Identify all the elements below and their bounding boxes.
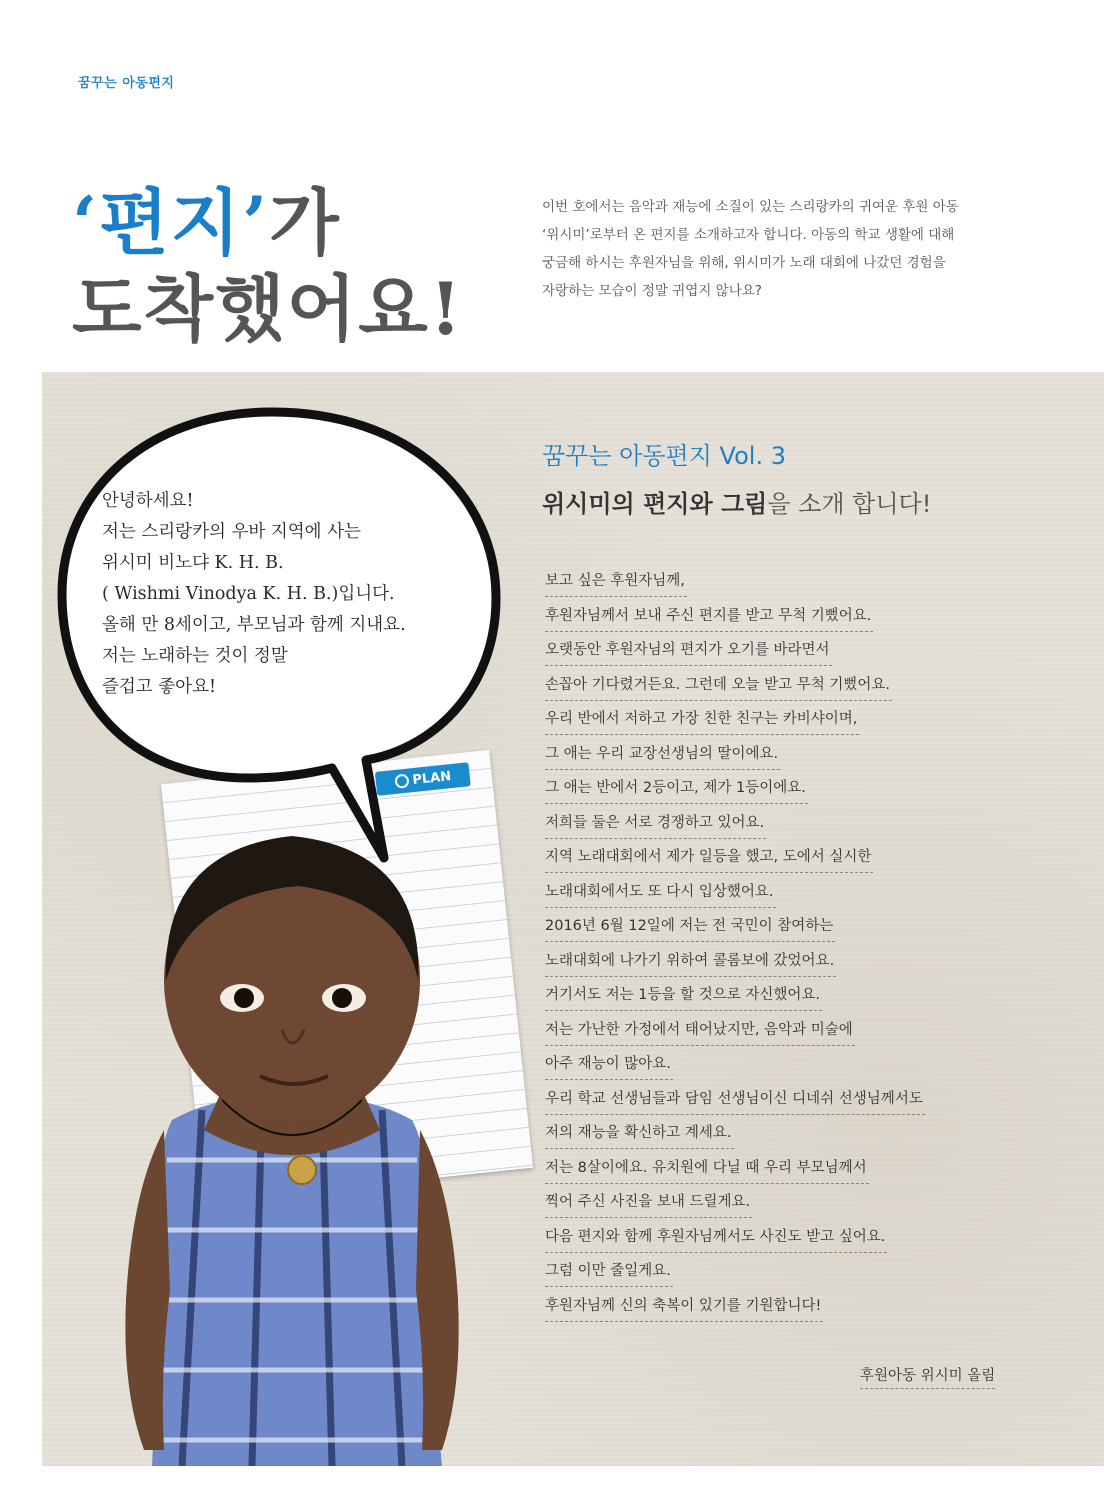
plan-logo-text: PLAN (411, 768, 452, 788)
letter-line: 2016년 6월 12일에 저는 전 국민이 참여하는 (545, 911, 1015, 946)
letter-line: 저의 재능을 확신하고 계세요. (545, 1118, 1015, 1153)
letter-line: 거기서도 저는 1등을 할 것으로 자신했어요. (545, 980, 1015, 1015)
title-line-1-rest: 가 (269, 180, 341, 265)
page-title (72, 180, 463, 352)
bubble-line: 안녕하세요! (102, 491, 194, 511)
title-line-1 (72, 180, 463, 266)
letter-body (545, 566, 1015, 1325)
letter-line: 노래대회에서도 또 다시 입상했어요. (545, 877, 1015, 912)
speech-bubble-text (102, 486, 482, 703)
letter-line: 그럼 이만 줄일게요. (545, 1256, 1015, 1291)
letter-line: 저는 8살이에요. 유치원에 다닐 때 우리 부모님께서 (545, 1153, 1015, 1188)
bubble-line: 저는 노래하는 것이 정말 (102, 646, 288, 666)
letter-line: 우리 반에서 저하고 가장 친한 친구는 카비샤이며, (545, 704, 1015, 739)
intro-paragraph (542, 193, 1012, 305)
intro-line: ‘위시미’로부터 온 편지를 소개하고자 합니다. 아동의 학교 생활에 대해 (542, 227, 955, 243)
section-label: 꿈꾸는 아동편지 (78, 76, 175, 91)
intro-line: 이번 호에서는 음악과 재능에 소질이 있는 스리랑카의 귀여운 후원 아동 (542, 199, 959, 215)
letter-line: 다음 편지와 함께 후원자님께서도 사진도 받고 싶어요. (545, 1222, 1015, 1257)
bubble-line: ( Wishmi Vinodya K. H. B.)입니다. (102, 584, 395, 604)
letter-line: 찍어 주신 사진을 보내 드릴게요. (545, 1187, 1015, 1222)
letter-subtitle (542, 484, 931, 519)
bubble-line: 올해 만 8세이고, 부모님과 함께 지내요. (102, 615, 406, 635)
letter-subtitle-rest: 을 소개 합니다! (767, 490, 932, 518)
title-quote-close: ’ (242, 180, 270, 265)
letter-subtitle-bold: 위시미의 편지와 그림 (542, 490, 768, 518)
title-line-2: 도착했어요! (72, 266, 464, 351)
letter-line: 그 애는 반에서 2등이고, 제가 1등이에요. (545, 773, 1015, 808)
letter-heading: 꿈꾸는 아동편지 Vol. 3 (542, 442, 786, 470)
letter-line: 지역 노래대회에서 제가 일등을 했고, 도에서 실시한 (545, 842, 1015, 877)
letter-line: 후원자님께서 보내 주신 편지를 받고 무척 기뻤어요. (545, 601, 1015, 636)
bubble-line: 위시미 비노댜 K. H. B. (102, 553, 284, 573)
letter-line: 우리 학교 선생님들과 담임 선생님이신 디네쉬 선생님께서도 (545, 1084, 1015, 1119)
letter-line: 아주 재능이 많아요. (545, 1049, 1015, 1084)
title-quote-open: ‘ (72, 180, 100, 265)
letter-line: 손꼽아 기다렸거든요. 그런데 오늘 받고 무척 기뻤어요. (545, 670, 1015, 705)
intro-line: 궁금해 하시는 후원자님을 위해, 위시미가 노래 대회에 나갔던 경험을 (542, 255, 946, 271)
bubble-line: 저는 스리랑카의 우바 지역에 사는 (102, 522, 361, 542)
letter-line: 오랫동안 후원자님의 편지가 오기를 바라면서 (545, 635, 1015, 670)
letter-line: 후원자님께 신의 축복이 있기를 기원합니다! (545, 1291, 1015, 1326)
letter-line: 그 애는 우리 교장선생님의 딸이에요. (545, 739, 1015, 774)
letter-line: 저희들 둘은 서로 경쟁하고 있어요. (545, 808, 1015, 843)
letter-line: 노래대회에 나가기 위하여 콜롬보에 갔었어요. (545, 946, 1015, 981)
bubble-line: 즐겁고 좋아요! (102, 677, 217, 697)
letter-line: 저는 가난한 가정에서 태어났지만, 음악과 미술에 (545, 1015, 1015, 1050)
intro-line: 자랑하는 모습이 정말 귀엽지 않나요? (542, 283, 762, 299)
letter-line: 보고 싶은 후원자님께, (545, 566, 1015, 601)
letter-signature: 후원아동 위시미 올림 (860, 1364, 995, 1389)
child-photo (112, 830, 472, 1466)
title-accent-word: 편지 (99, 180, 243, 265)
